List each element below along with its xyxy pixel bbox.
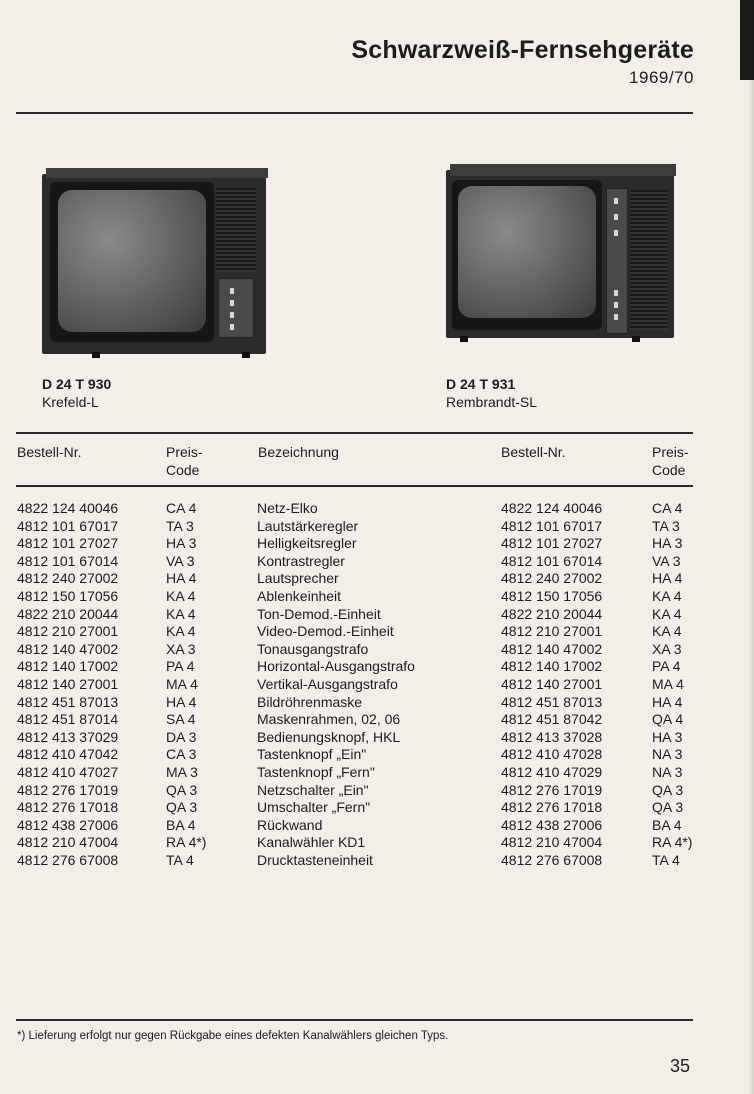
tv-photo-d24t931: [446, 164, 676, 346]
table-row: [0, 641, 754, 657]
bestell-nr-left-cell: 4812 276 67008: [17, 852, 119, 868]
preis-code-left-cell: PA 4: [166, 658, 195, 675]
preis-code-right-cell: HA 4: [652, 693, 683, 710]
bestell-nr-right-cell: 4812 150 17056: [501, 588, 603, 604]
bestell-nr-left-cell: 4812 150 17056: [17, 588, 119, 604]
preis-code-right-cell: XA 3: [652, 640, 682, 657]
preis-code-right-cell: TA 4: [652, 852, 680, 868]
table-row: [0, 676, 754, 692]
bestell-nr-right-cell: 4812 451 87042: [501, 711, 603, 728]
bestell-nr-left-cell: 4822 210 20044: [17, 605, 119, 622]
table-row: [0, 817, 754, 833]
preis-code-left-cell: QA 3: [166, 781, 198, 798]
table-row: [0, 570, 754, 586]
footnote: *) Lieferung erfolgt nur gegen Rückgabe eines defekten Kanalwählers gleichen Typs.: [17, 1030, 449, 1042]
model-name-right: D 24 T 931: [446, 376, 516, 392]
preis-code-right-cell: MA 4: [652, 676, 684, 692]
bestell-nr-left-cell: 4812 101 67014: [17, 552, 119, 569]
preis-code-left-cell: SA 4: [166, 711, 196, 728]
header-rule: [16, 112, 693, 114]
bestell-nr-left-cell: 4812 140 27001: [17, 676, 119, 692]
preis-code-right-cell: CA 4: [652, 500, 683, 516]
bestell-nr-left-cell: 4812 101 67017: [17, 517, 119, 534]
preis-code-right-cell: HA 3: [652, 535, 683, 552]
model-subtitle-left: Krefeld-L: [42, 394, 99, 410]
model-subtitle-right: Rembrandt-SL: [446, 394, 538, 410]
preis-code-right-cell: QA 4: [652, 711, 684, 728]
bestell-nr-left-cell: 4812 438 27006: [17, 816, 119, 833]
preis-code-right-cell: KA 4: [652, 623, 682, 640]
bezeichnung-cell: Bedienungsknopf, HKL: [257, 728, 401, 745]
header-preis-right-1: Preis-: [652, 444, 689, 460]
bestell-nr-right-cell: 4812 101 67017: [501, 517, 603, 534]
bestell-nr-right-cell: 4812 413 37028: [501, 728, 603, 745]
preis-code-right-cell: RA 4*): [652, 834, 693, 851]
header-preis-left-2: Code: [166, 462, 200, 478]
bestell-nr-right-cell: 4812 451 87013: [501, 693, 603, 710]
bestell-nr-left-cell: 4812 451 87013: [17, 693, 119, 710]
preis-code-left-cell: QA 3: [166, 799, 198, 816]
bestell-nr-left-cell: 4812 451 87014: [17, 711, 119, 728]
preis-code-left-cell: CA 3: [166, 746, 197, 763]
preis-code-left-cell: XA 3: [166, 640, 196, 657]
bestell-nr-right-cell: 4812 210 47004: [501, 834, 603, 851]
preis-code-left-cell: HA 3: [166, 535, 197, 552]
table-row: [0, 500, 754, 516]
bestell-nr-right-cell: 4822 124 40046: [501, 500, 603, 516]
preis-code-right-cell: PA 4: [652, 658, 681, 675]
model-name-left: D 24 T 930: [42, 376, 112, 392]
bezeichnung-cell: Kanalwähler KD1: [257, 834, 366, 851]
bestell-nr-left-cell: 4812 210 27001: [17, 623, 119, 640]
bestell-nr-left-cell: 4812 240 27002: [17, 570, 119, 587]
table-row: [0, 852, 754, 868]
table-row: [0, 588, 754, 604]
bestell-nr-right-cell: 4812 276 17019: [501, 781, 603, 798]
table-row: [0, 535, 754, 551]
header-bezeichnung: Bezeichnung: [258, 444, 339, 460]
preis-code-left-cell: DA 3: [166, 728, 197, 745]
page-title: Schwarzweiß-Fernsehgeräte: [351, 36, 694, 64]
bezeichnung-cell: Tastenknopf „Fern": [257, 764, 375, 780]
bezeichnung-cell: Rückwand: [257, 816, 323, 833]
preis-code-right-cell: HA 4: [652, 570, 683, 587]
bestell-nr-right-cell: 4812 140 47002: [501, 640, 603, 657]
bestell-nr-left-cell: 4812 101 27027: [17, 535, 119, 552]
preis-code-left-cell: CA 4: [166, 500, 197, 516]
bestell-nr-right-cell: 4812 140 17002: [501, 658, 603, 675]
preis-code-right-cell: QA 3: [652, 781, 684, 798]
preis-code-right-cell: NA 3: [652, 764, 683, 780]
bestell-nr-right-cell: 4812 140 27001: [501, 676, 603, 692]
bestell-nr-right-cell: 4812 438 27006: [501, 816, 603, 833]
header-bestell-right: Bestell-Nr.: [501, 444, 566, 460]
page-year: 1969/70: [629, 68, 694, 87]
page-number: 35: [669, 1056, 690, 1076]
bestell-nr-right-cell: 4812 410 47028: [501, 746, 603, 763]
table-row: [0, 782, 754, 798]
preis-code-left-cell: TA 4: [166, 852, 194, 868]
table-row: [0, 606, 754, 622]
header-bestell-left: Bestell-Nr.: [17, 444, 82, 460]
preis-code-right-cell: BA 4: [652, 816, 682, 833]
bezeichnung-cell: Netz-Elko: [257, 500, 318, 516]
bestell-nr-left-cell: 4812 276 17018: [17, 799, 119, 816]
preis-code-right-cell: VA 3: [652, 552, 681, 569]
header-preis-left-1: Preis-: [166, 444, 203, 460]
preis-code-left-cell: RA 4*): [166, 834, 207, 851]
tv-photo-d24t930: [42, 168, 268, 358]
bestell-nr-left-cell: 4812 413 37029: [17, 728, 119, 745]
preis-code-left-cell: TA 3: [166, 517, 194, 534]
preis-code-right-cell: NA 3: [652, 746, 683, 763]
bezeichnung-cell: Netzschalter „Ein": [257, 781, 369, 798]
table-row: [0, 764, 754, 780]
bezeichnung-cell: Horizontal-Ausgangstrafo: [257, 658, 415, 675]
footnote-rule: [16, 1019, 693, 1021]
bestell-nr-left-cell: 4812 410 47042: [17, 746, 119, 763]
bestell-nr-right-cell: 4812 240 27002: [501, 570, 603, 587]
preis-code-left-cell: BA 4: [166, 816, 196, 833]
table-row: [0, 746, 754, 762]
bezeichnung-cell: Helligkeitsregler: [257, 535, 357, 552]
preis-code-left-cell: VA 3: [166, 552, 195, 569]
preis-code-left-cell: KA 4: [166, 605, 196, 622]
preis-code-right-cell: HA 3: [652, 728, 683, 745]
table-row: [0, 658, 754, 674]
bezeichnung-cell: Maskenrahmen, 02, 06: [257, 711, 401, 728]
bezeichnung-cell: Vertikal-Ausgangstrafo: [257, 676, 398, 692]
bezeichnung-cell: Bildröhrenmaske: [257, 693, 363, 710]
bestell-nr-right-cell: 4812 101 67014: [501, 552, 603, 569]
preis-code-right-cell: KA 4: [652, 588, 682, 604]
preis-code-left-cell: KA 4: [166, 623, 196, 640]
table-row: [0, 623, 754, 639]
bestell-nr-left-cell: 4812 140 17002: [17, 658, 119, 675]
bestell-nr-left-cell: 4812 410 47027: [17, 764, 119, 780]
bestell-nr-left-cell: 4812 140 47002: [17, 640, 119, 657]
preis-code-right-cell: TA 3: [652, 517, 680, 534]
bezeichnung-cell: Lautstärkeregler: [257, 517, 359, 534]
bezeichnung-cell: Tonausgangstrafo: [257, 640, 369, 657]
bezeichnung-cell: Umschalter „Fern": [257, 799, 371, 816]
header-preis-right-2: Code: [652, 462, 686, 478]
table-top-rule: [16, 432, 693, 434]
table-row: [0, 729, 754, 745]
bezeichnung-cell: Video-Demod.-Einheit: [257, 623, 394, 640]
bestell-nr-left-cell: 4822 124 40046: [17, 500, 119, 516]
bestell-nr-left-cell: 4812 210 47004: [17, 834, 119, 851]
preis-code-left-cell: HA 4: [166, 570, 197, 587]
table-row: [0, 694, 754, 710]
bestell-nr-right-cell: 4822 210 20044: [501, 605, 603, 622]
bestell-nr-left-cell: 4812 276 17019: [17, 781, 119, 798]
bezeichnung-cell: Ablenkeinheit: [257, 588, 342, 604]
table-row: [0, 799, 754, 815]
bestell-nr-right-cell: 4812 101 27027: [501, 535, 603, 552]
table-row: [0, 518, 754, 534]
preis-code-left-cell: HA 4: [166, 693, 197, 710]
table-header-rule: [16, 485, 693, 487]
preis-code-left-cell: MA 3: [166, 764, 198, 780]
bezeichnung-cell: Ton-Demod.-Einheit: [257, 605, 381, 622]
table-row: [0, 834, 754, 850]
bezeichnung-cell: Kontrastregler: [257, 552, 345, 569]
table-row: [0, 553, 754, 569]
bestell-nr-right-cell: 4812 276 67008: [501, 852, 603, 868]
bezeichnung-cell: Tastenknopf „Ein": [257, 746, 367, 763]
preis-code-left-cell: MA 4: [166, 676, 198, 692]
preis-code-right-cell: QA 3: [652, 799, 684, 816]
bezeichnung-cell: Lautsprecher: [257, 570, 339, 587]
bestell-nr-right-cell: 4812 276 17018: [501, 799, 603, 816]
bezeichnung-cell: Drucktasteneinheit: [257, 852, 373, 868]
bestell-nr-right-cell: 4812 410 47029: [501, 764, 603, 780]
bestell-nr-right-cell: 4812 210 27001: [501, 623, 603, 640]
table-row: [0, 711, 754, 727]
preis-code-right-cell: KA 4: [652, 605, 682, 622]
preis-code-left-cell: KA 4: [166, 588, 196, 604]
